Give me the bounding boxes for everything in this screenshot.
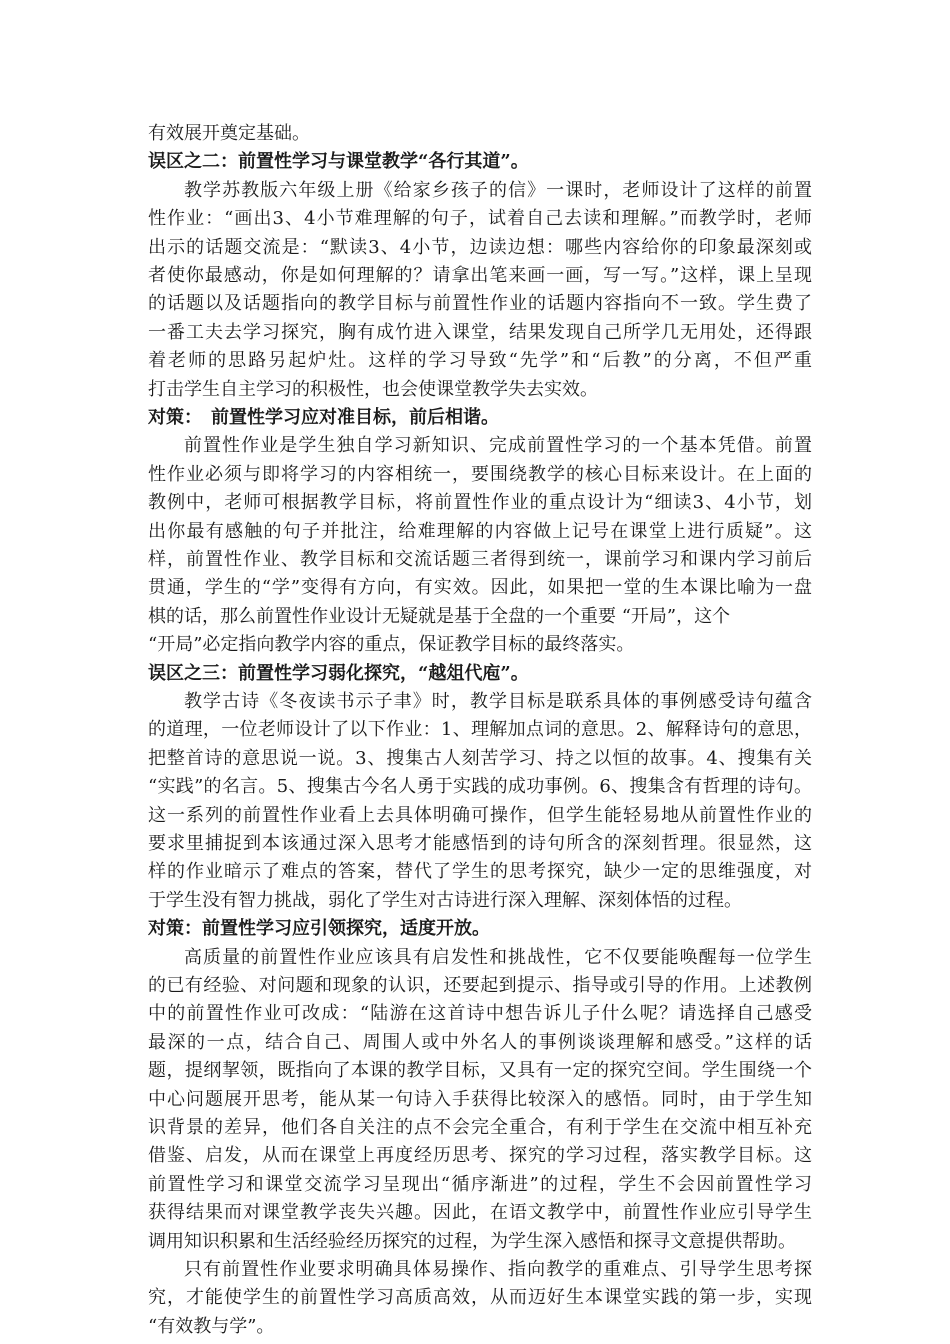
paragraph-line: 样，前置性作业、教学目标和交流话题三者得到统一，课前学习和课内学习前后 [148,549,812,570]
paragraph-line: 这一系列的前置性作业看上去具体明确可操作，但学生能轻易地从前置性作业的 [148,804,812,826]
paragraph-line: 获得结果而对课堂教学丧失兴趣。因此，在语文教学中，前置性作业应引导学生 [148,1202,812,1224]
paragraph-line: 教例中，老师可根据教学目标，将前置性作业的重点设计为“细读3、4小节，划 [148,492,812,514]
paragraph-line: 一番工夫去学习探究，胸有成竹进入课堂，结果发现自己所学几无用处，还得跟 [148,321,812,343]
paragraph-line: 的道理，一位老师设计了以下作业：1、理解加点词的意思。2、解释诗句的意思， [148,719,812,741]
paragraph-line: 只有前置性作业要求明确具体易操作、指向教学的重难点、引导学生思考探 [184,1259,812,1280]
paragraph-line: 出你最有感触的句子并批注，给难理解的内容做上记号在课堂上进行质疑”。这 [148,520,812,542]
paragraph-line: “实践”的名言。5、搜集古今名人勇于实践的成功事例。6、搜集含有哲理的诗句。 [148,776,812,798]
paragraph-line: 打击学生自主学习的积极性，也会使课堂教学失去实效。 [148,378,598,400]
paragraph-line: 棋的话，那么前置性作业设计无疑就是基于全盘的一个重要 “开局”，这个 [148,605,731,627]
paragraph-line: 借鉴、启发，从而在课堂上再度经历思考、探究的学习过程，落实教学目标。这 [148,1145,812,1167]
paragraph-line: 性作业：“画出3、4小节难理解的句子，试着自己去读和理解。”而教学时，老师 [148,208,812,230]
text-line: 有效展开奠定基础。 [148,123,310,144]
paragraph-line: 要求里捕捉到本该通过深入思考才能感悟到的诗句所含的深刻哲理。很显然，这 [148,833,812,854]
strategy-heading: 对策： 前置性学习应对准目标，前后相谐。 [148,407,499,428]
paragraph-line: 性作业必须与即将学习的内容相统一，要围绕教学的核心目标来设计。在上面的 [148,463,812,485]
paragraph-line: 把整首诗的意思说一说。3、搜集古人刻苦学习、持之以恒的故事。4、搜集有关 [148,747,812,769]
paragraph-line: 教学古诗《冬夜读书示子聿》时，教学目标是联系具体的事例感受诗句蕴含 [184,691,812,712]
section-heading: 误区之三：前置性学习弱化探究，“越俎代庖”。 [148,662,529,684]
paragraph-line: “有效教与学”。 [148,1315,275,1337]
paragraph-line: “开局”必定指向教学内容的重点，保证教学目标的最终落实。 [148,634,635,656]
paragraph-line: 最深的一点，结合自己、周围人或中外名人的事例谈谈理解和感受。”这样的话 [148,1031,812,1053]
paragraph-line: 调用知识积累和生活经验经历探究的过程，为学生深入感悟和探寻文意提供帮助。 [148,1230,796,1252]
paragraph-line: 的话题以及话题指向的教学目标与前置性作业的话题内容指向不一致。学生费了 [148,293,812,315]
paragraph-line: 着老师的思路另起炉灶。这样的学习导致“先学”和“后教”的分离，不但严重 [148,350,812,372]
paragraph-line: 样的作业暗示了难点的答案，替代了学生的思考探究，缺少一定的思维强度，对 [148,861,812,883]
section-heading: 误区之二：前置性学习与课堂教学“各行其道”。 [148,151,529,173]
paragraph-line: 题，提纲挈领，既指向了本课的教学目标，又具有一定的探究空间。学生围绕一个 [148,1060,812,1082]
paragraph-line: 于学生没有智力挑战，弱化了学生对古诗进行深入理解、深刻体悟的过程。 [148,889,742,911]
paragraph-line: 识背景的差异，他们各自关注的点不会完全重合，有利于学生在交流中相互补充 [148,1117,812,1138]
paragraph-line: 前置性学习和课堂交流学习呈现出“循序渐进”的过程，学生不会因前置性学习 [148,1173,812,1195]
paragraph-line: 究，才能使学生的前置性学习高质高效，从而迈好生本课堂实践的第一步，实现 [148,1287,812,1309]
paragraph-line: 高质量的前置性作业应该具有启发性和挑战性，它不仅要能唤醒每一位学生 [184,946,812,968]
paragraph-line: 中心问题展开思考，能从某一句诗入手获得比较深入的感悟。同时，由于学生知 [148,1088,812,1110]
paragraph-line: 前置性作业是学生独自学习新知识、完成前置性学习的一个基本凭借。前置 [184,435,812,457]
paragraph-line: 出示的话题交流是：“默读3、4小节，边读边想：哪些内容给你的印象最深刻或 [148,236,812,258]
paragraph-line: 者使你最感动，你是如何理解的？请拿出笔来画一画，写一写。”这样，课上呈现 [148,265,812,286]
strategy-heading: 对策：前置性学习应引领探究，适度开放。 [148,918,490,940]
paragraph-line: 贯通，学生的“学”变得有方向，有实效。因此，如果把一堂的生本课比喻为一盘 [148,577,812,599]
paragraph-line: 的已有经验、对问题和现象的认识，还要起到提示、指导或引导的作用。上述教例 [148,975,812,996]
paragraph-line: 教学苏教版六年级上册《给家乡孩子的信》一课时，老师设计了这样的前置 [184,179,812,201]
paragraph-line: 中的前置性作业可改成：“陆游在这首诗中想告诉儿子什么呢？请选择自己感受 [148,1003,812,1025]
